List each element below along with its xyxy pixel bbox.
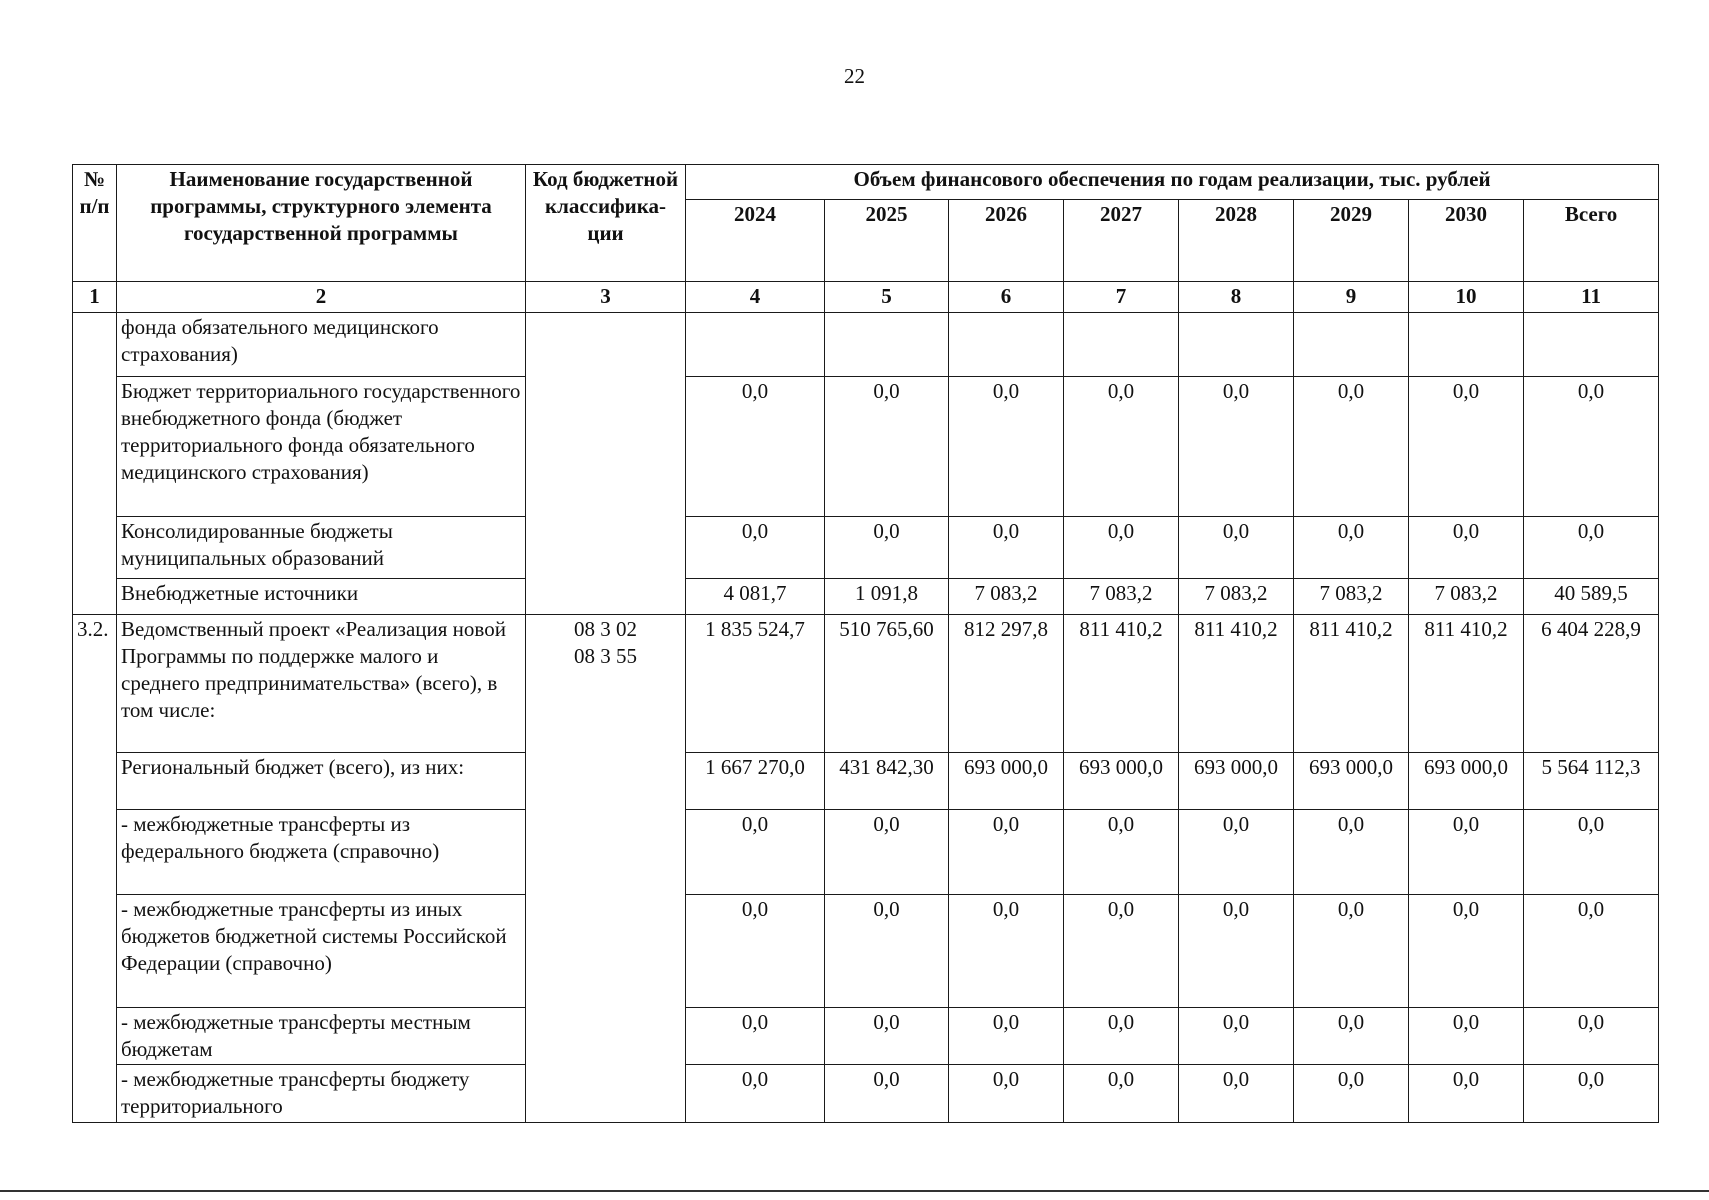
value-cell: 0,0 [949, 810, 1064, 895]
value-cell: 431 842,30 [825, 753, 949, 810]
column-index: 4 [686, 282, 825, 313]
value-cell: 0,0 [949, 377, 1064, 517]
table-row [73, 895, 1659, 1008]
row-name: - межбюджетные трансферты из иных бюджетов бюджетной системы Российской Федерации (справочно) [117, 895, 526, 1008]
scan-bottom-edge [0, 1190, 1709, 1192]
value-cell: 0,0 [1179, 517, 1294, 579]
value-cell: 0,0 [825, 1008, 949, 1065]
row-name: - межбюджетные трансферты бюджету территориального [117, 1065, 526, 1123]
row-name: - межбюджетные трансферты местным бюджетам [117, 1008, 526, 1065]
value-cell: 0,0 [949, 1008, 1064, 1065]
row-name: Бюджет территориального государственного внебюджетного фонда (бюджет территориального фонда обязательного медицинского страхования) [117, 377, 526, 517]
value-cell: 811 410,2 [1409, 615, 1524, 753]
row-name: Консолидированные бюджеты муниципальных образований [117, 517, 526, 579]
value-cell: 0,0 [1524, 1008, 1659, 1065]
header-number: № п/п [73, 165, 117, 282]
table-row [73, 579, 1659, 615]
row-name: Региональный бюджет (всего), из них: [117, 753, 526, 810]
table-row [73, 1008, 1659, 1065]
value-cell: 0,0 [825, 810, 949, 895]
value-cell: 0,0 [1179, 895, 1294, 1008]
value-cell: 693 000,0 [1294, 753, 1409, 810]
value-cell: 693 000,0 [1064, 753, 1179, 810]
value-cell: 0,0 [686, 517, 825, 579]
value-cell: 7 083,2 [1409, 579, 1524, 615]
column-index: 8 [1179, 282, 1294, 313]
value-cell: 0,0 [1294, 1008, 1409, 1065]
column-index: 9 [1294, 282, 1409, 313]
header-year: 2029 [1294, 200, 1409, 282]
header-year: 2027 [1064, 200, 1179, 282]
value-cell: 0,0 [1294, 377, 1409, 517]
value-cell: 7 083,2 [1064, 579, 1179, 615]
value-cell: 0,0 [1524, 517, 1659, 579]
value-cell: 0,0 [686, 895, 825, 1008]
value-cell [825, 313, 949, 377]
value-cell: 693 000,0 [1179, 753, 1294, 810]
value-cell: 0,0 [949, 517, 1064, 579]
value-cell: 0,0 [1524, 895, 1659, 1008]
value-cell: 7 083,2 [1294, 579, 1409, 615]
budget-code-line: 08 3 02 [574, 617, 637, 641]
header-volume: Объем финансового обеспечения по годам реализации, тыс. рублей [686, 165, 1659, 200]
column-index: 7 [1064, 282, 1179, 313]
value-cell: 0,0 [1179, 1065, 1294, 1123]
value-cell: 0,0 [1524, 810, 1659, 895]
column-index-row [73, 282, 1659, 313]
value-cell: 0,0 [1409, 1065, 1524, 1123]
table-row [73, 810, 1659, 895]
value-cell: 0,0 [1064, 1008, 1179, 1065]
header-total: Всего [1524, 200, 1659, 282]
column-index: 10 [1409, 282, 1524, 313]
value-cell: 0,0 [1294, 517, 1409, 579]
value-cell: 811 410,2 [1064, 615, 1179, 753]
value-cell: 40 589,5 [1524, 579, 1659, 615]
value-cell: 0,0 [1409, 377, 1524, 517]
value-cell: 0,0 [686, 377, 825, 517]
value-cell: 0,0 [1409, 810, 1524, 895]
value-cell: 693 000,0 [1409, 753, 1524, 810]
value-cell [686, 313, 825, 377]
value-cell: 0,0 [1409, 517, 1524, 579]
value-cell: 510 765,60 [825, 615, 949, 753]
table-row [73, 377, 1659, 517]
column-index: 2 [117, 282, 526, 313]
header-year: 2025 [825, 200, 949, 282]
value-cell: 0,0 [1294, 810, 1409, 895]
value-cell: 0,0 [686, 1008, 825, 1065]
value-cell: 0,0 [1179, 377, 1294, 517]
column-index: 5 [825, 282, 949, 313]
value-cell: 0,0 [1294, 1065, 1409, 1123]
value-cell [1179, 313, 1294, 377]
value-cell: 0,0 [1409, 1008, 1524, 1065]
value-cell: 0,0 [1064, 1065, 1179, 1123]
value-cell: 0,0 [1064, 810, 1179, 895]
table-row [73, 1065, 1659, 1123]
value-cell [1064, 313, 1179, 377]
table-row [73, 615, 1659, 753]
value-cell: 0,0 [1179, 810, 1294, 895]
value-cell: 4 081,7 [686, 579, 825, 615]
header-year: 2030 [1409, 200, 1524, 282]
value-cell: 0,0 [949, 895, 1064, 1008]
value-cell: 0,0 [1179, 1008, 1294, 1065]
table-row [73, 753, 1659, 810]
row-name: фонда обязательного медицинского страхования) [117, 313, 526, 377]
table-row [73, 313, 1659, 377]
value-cell: 0,0 [1064, 895, 1179, 1008]
value-cell: 1 667 270,0 [686, 753, 825, 810]
header-row-top [73, 165, 1659, 200]
value-cell [1409, 313, 1524, 377]
row-name: Внебюджетные источники [117, 579, 526, 615]
row-name: - межбюджетные трансферты из федерального бюджета (справочно) [117, 810, 526, 895]
header-year: 2026 [949, 200, 1064, 282]
table-row [73, 517, 1659, 579]
value-cell: 1 091,8 [825, 579, 949, 615]
value-cell: 0,0 [1524, 377, 1659, 517]
header-code: Код бюджетной классифика-ции [526, 165, 686, 282]
value-cell: 1 835 524,7 [686, 615, 825, 753]
row-code-cell [526, 313, 686, 615]
value-cell: 0,0 [825, 1065, 949, 1123]
column-index: 1 [73, 282, 117, 313]
row-name: Ведомственный проект «Реализация новой Программы по поддержке малого и среднего предпринимательства» (всего), в том числе: [117, 615, 526, 753]
value-cell: 812 297,8 [949, 615, 1064, 753]
value-cell: 0,0 [686, 810, 825, 895]
value-cell: 0,0 [825, 377, 949, 517]
value-cell: 0,0 [686, 1065, 825, 1123]
page-number: 22 [844, 64, 865, 88]
value-cell: 0,0 [1524, 1065, 1659, 1123]
value-cell [1294, 313, 1409, 377]
column-index: 6 [949, 282, 1064, 313]
value-cell: 811 410,2 [1179, 615, 1294, 753]
value-cell: 0,0 [949, 1065, 1064, 1123]
value-cell: 7 083,2 [949, 579, 1064, 615]
row-number: 3.2. [73, 615, 117, 1123]
budget-table [72, 164, 1659, 1123]
value-cell: 0,0 [1064, 377, 1179, 517]
row-number-cell [73, 313, 117, 615]
value-cell: 0,0 [1409, 895, 1524, 1008]
value-cell: 5 564 112,3 [1524, 753, 1659, 810]
value-cell: 0,0 [1064, 517, 1179, 579]
value-cell: 0,0 [1294, 895, 1409, 1008]
value-cell: 693 000,0 [949, 753, 1064, 810]
header-name: Наименование государственной программы, структурного элемента государственной программы [117, 165, 526, 282]
value-cell [1524, 313, 1659, 377]
value-cell: 6 404 228,9 [1524, 615, 1659, 753]
budget-code [526, 615, 686, 1123]
value-cell: 7 083,2 [1179, 579, 1294, 615]
budget-code-line: 08 3 55 [574, 644, 637, 668]
value-cell: 0,0 [825, 517, 949, 579]
column-index: 11 [1524, 282, 1659, 313]
value-cell [949, 313, 1064, 377]
value-cell: 811 410,2 [1294, 615, 1409, 753]
value-cell: 0,0 [825, 895, 949, 1008]
column-index: 3 [526, 282, 686, 313]
header-year: 2028 [1179, 200, 1294, 282]
header-year: 2024 [686, 200, 825, 282]
